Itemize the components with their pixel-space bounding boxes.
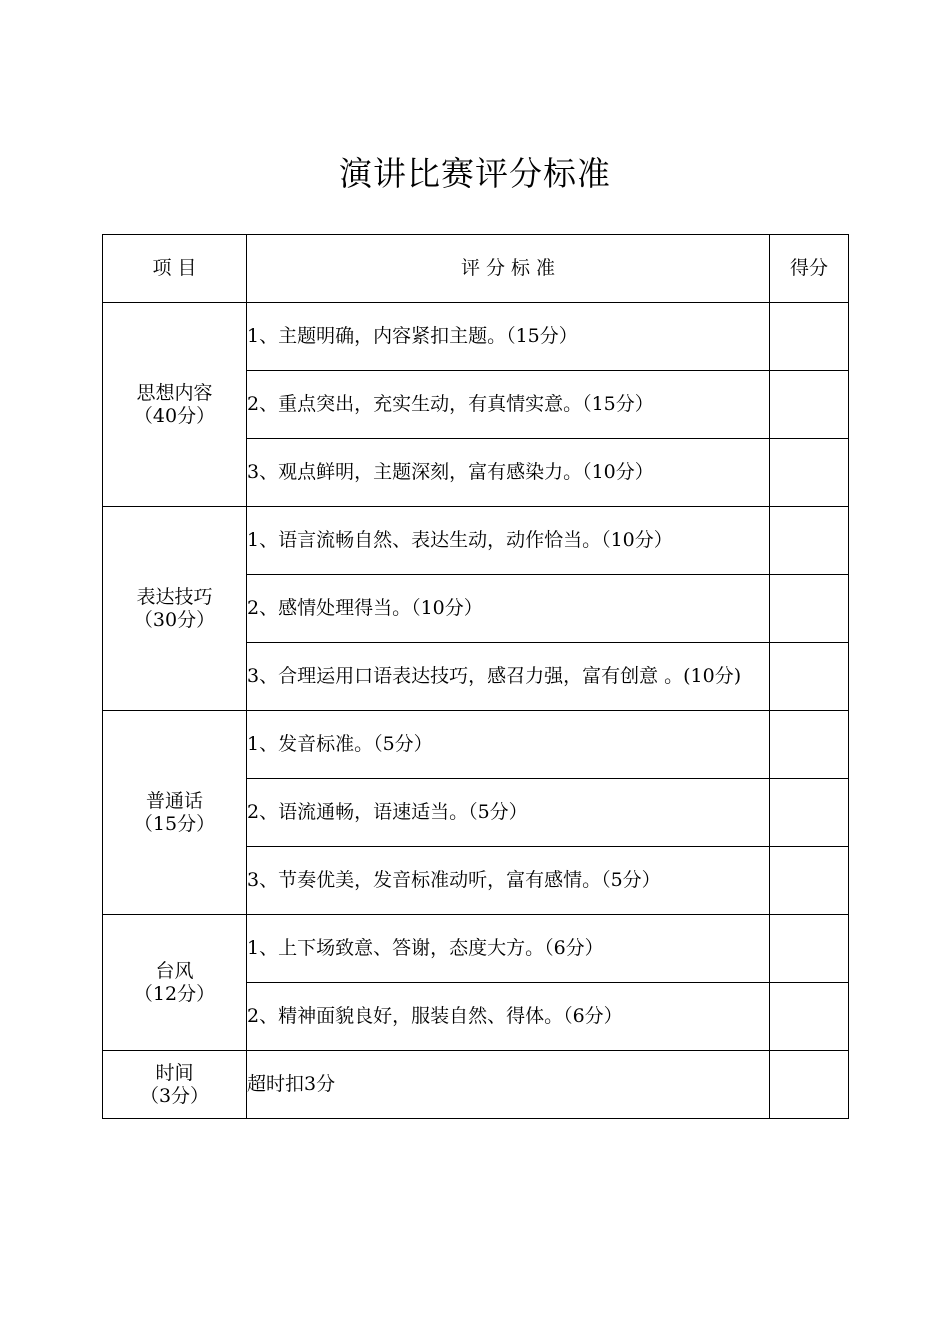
section-name: 时间 bbox=[155, 1061, 194, 1084]
score-input-cell[interactable] bbox=[770, 371, 849, 439]
section-cell-time bbox=[103, 1051, 247, 1119]
section-points: （40分） bbox=[133, 404, 216, 427]
criterion-cell: 超时扣3分 bbox=[247, 1051, 770, 1119]
criterion-cell: 1、上下场致意、答谢，态度大方。（6分） bbox=[247, 915, 770, 983]
section-cell-stage-manner bbox=[103, 915, 247, 1051]
score-input-cell[interactable] bbox=[770, 439, 849, 507]
section-cell-content bbox=[103, 303, 247, 507]
criterion-cell: 1、发音标准。（5分） bbox=[247, 711, 770, 779]
section-points: （12分） bbox=[133, 982, 216, 1005]
header-item: 项 目 bbox=[103, 235, 247, 303]
score-input-cell[interactable] bbox=[770, 1051, 849, 1119]
section-name: 普通话 bbox=[145, 789, 203, 812]
header-score: 得分 bbox=[770, 235, 849, 303]
score-input-cell[interactable] bbox=[770, 643, 849, 711]
criterion-cell: 1、主题明确，内容紧扣主题。（15分） bbox=[247, 303, 770, 371]
section-points: （15分） bbox=[133, 812, 216, 835]
score-input-cell[interactable] bbox=[770, 779, 849, 847]
table-row bbox=[103, 507, 849, 575]
score-input-cell[interactable] bbox=[770, 915, 849, 983]
table-header-row bbox=[103, 235, 849, 303]
section-cell-expression bbox=[103, 507, 247, 711]
criterion-cell: 1、语言流畅自然、表达生动，动作恰当。（10分） bbox=[247, 507, 770, 575]
criterion-cell: 2、重点突出，充实生动，有真情实意。（15分） bbox=[247, 371, 770, 439]
score-input-cell[interactable] bbox=[770, 303, 849, 371]
score-input-cell[interactable] bbox=[770, 575, 849, 643]
score-input-cell[interactable] bbox=[770, 983, 849, 1051]
section-points: （30分） bbox=[133, 608, 216, 631]
score-input-cell[interactable] bbox=[770, 507, 849, 575]
section-name: 台风 bbox=[155, 959, 194, 982]
criterion-cell: 2、语流通畅，语速适当。（5分） bbox=[247, 779, 770, 847]
criterion-cell: 3、观点鲜明，主题深刻，富有感染力。（10分） bbox=[247, 439, 770, 507]
table-row bbox=[103, 915, 849, 983]
section-name: 思想内容 bbox=[136, 381, 213, 404]
criterion-cell: 3、合理运用口语表达技巧，感召力强，富有创意 。(10分) bbox=[247, 643, 770, 711]
scoring-table bbox=[102, 234, 849, 1119]
section-points: （3分） bbox=[139, 1084, 210, 1107]
score-input-cell[interactable] bbox=[770, 847, 849, 915]
table-row bbox=[103, 303, 849, 371]
criterion-cell: 2、精神面貌良好，服装自然、得体。（6分） bbox=[247, 983, 770, 1051]
criterion-cell: 2、感情处理得当。（10分） bbox=[247, 575, 770, 643]
document-title: 演讲比赛评分标准 bbox=[339, 154, 611, 193]
table-row bbox=[103, 1051, 849, 1119]
criterion-cell: 3、节奏优美，发音标准动听，富有感情。（5分） bbox=[247, 847, 770, 915]
section-cell-mandarin bbox=[103, 711, 247, 915]
section-name: 表达技巧 bbox=[136, 585, 213, 608]
score-input-cell[interactable] bbox=[770, 711, 849, 779]
header-criteria: 评 分 标 准 bbox=[247, 235, 770, 303]
table-row bbox=[103, 711, 849, 779]
